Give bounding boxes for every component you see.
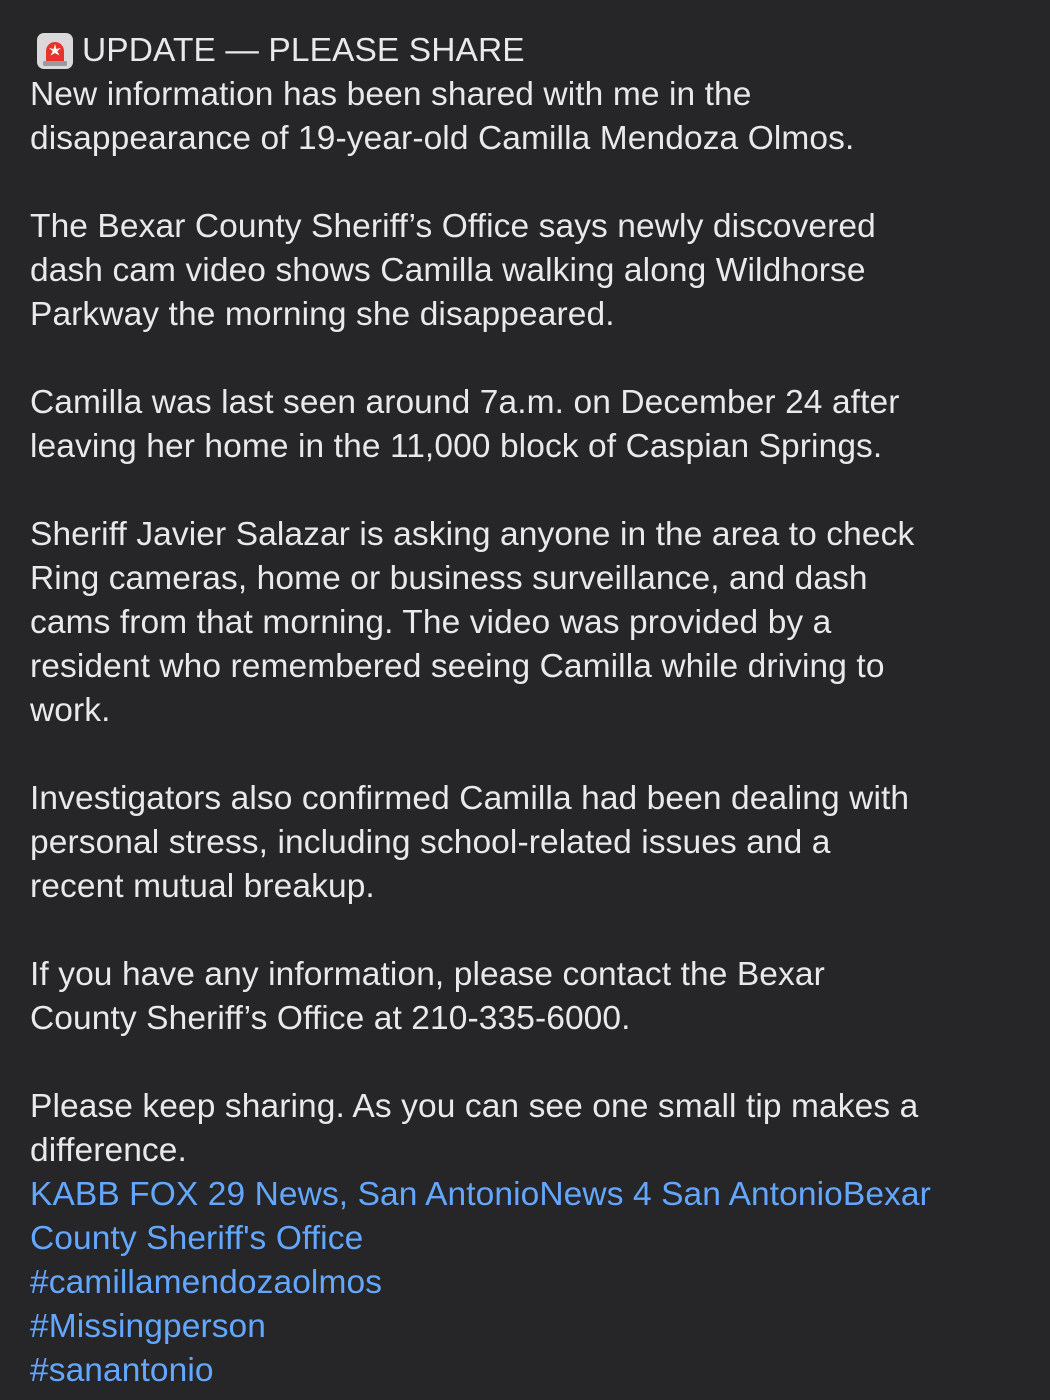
hashtag-link[interactable]: #sanantonio [30, 1352, 214, 1389]
post-tags [30, 1173, 1025, 1393]
post-paragraph: Sheriff Javier Salazar is asking anyone in the area to check Ring cameras, home or business surveillance, and dash cams from that morning. The video was provided by a resident who remembered seeing Camilla while driving to work. [30, 516, 915, 729]
post-paragraph: The Bexar County Sheriff’s Office says newly discovered dash cam video shows Camilla walking along Wildhorse Parkway the morning she disappeared. [30, 208, 876, 333]
post-paragraph: Camilla was last seen around 7a.m. on December 24 after leaving her home in the 11,000 block of Caspian Springs. [30, 384, 900, 465]
hashtag-link[interactable]: #camillamendozaolmos [30, 1264, 383, 1301]
post-body [30, 29, 1025, 1393]
post-closing: Please keep sharing. As you can see one small tip makes a difference. [30, 1088, 919, 1169]
hashtag-link[interactable]: #Missingperson [30, 1308, 267, 1345]
headline-text: UPDATE — PLEASE SHARE [82, 32, 525, 69]
post-paragraph: If you have any information, please contact the Bexar County Sheriff’s Office at 210-335-6000. [30, 956, 825, 1037]
rotating-light-icon [36, 32, 74, 70]
page-mentions-link[interactable]: KABB FOX 29 News, San AntonioNews 4 San AntonioBexar County Sheriff's Office [30, 1176, 931, 1257]
post-intro: New information has been shared with me in the disappearance of 19-year-old Camilla Mendoza Olmos. [30, 76, 855, 157]
post-headline [30, 29, 1025, 73]
post-paragraph: Investigators also confirmed Camilla had been dealing with personal stress, including school-related issues and a recent mutual breakup. [30, 780, 910, 905]
